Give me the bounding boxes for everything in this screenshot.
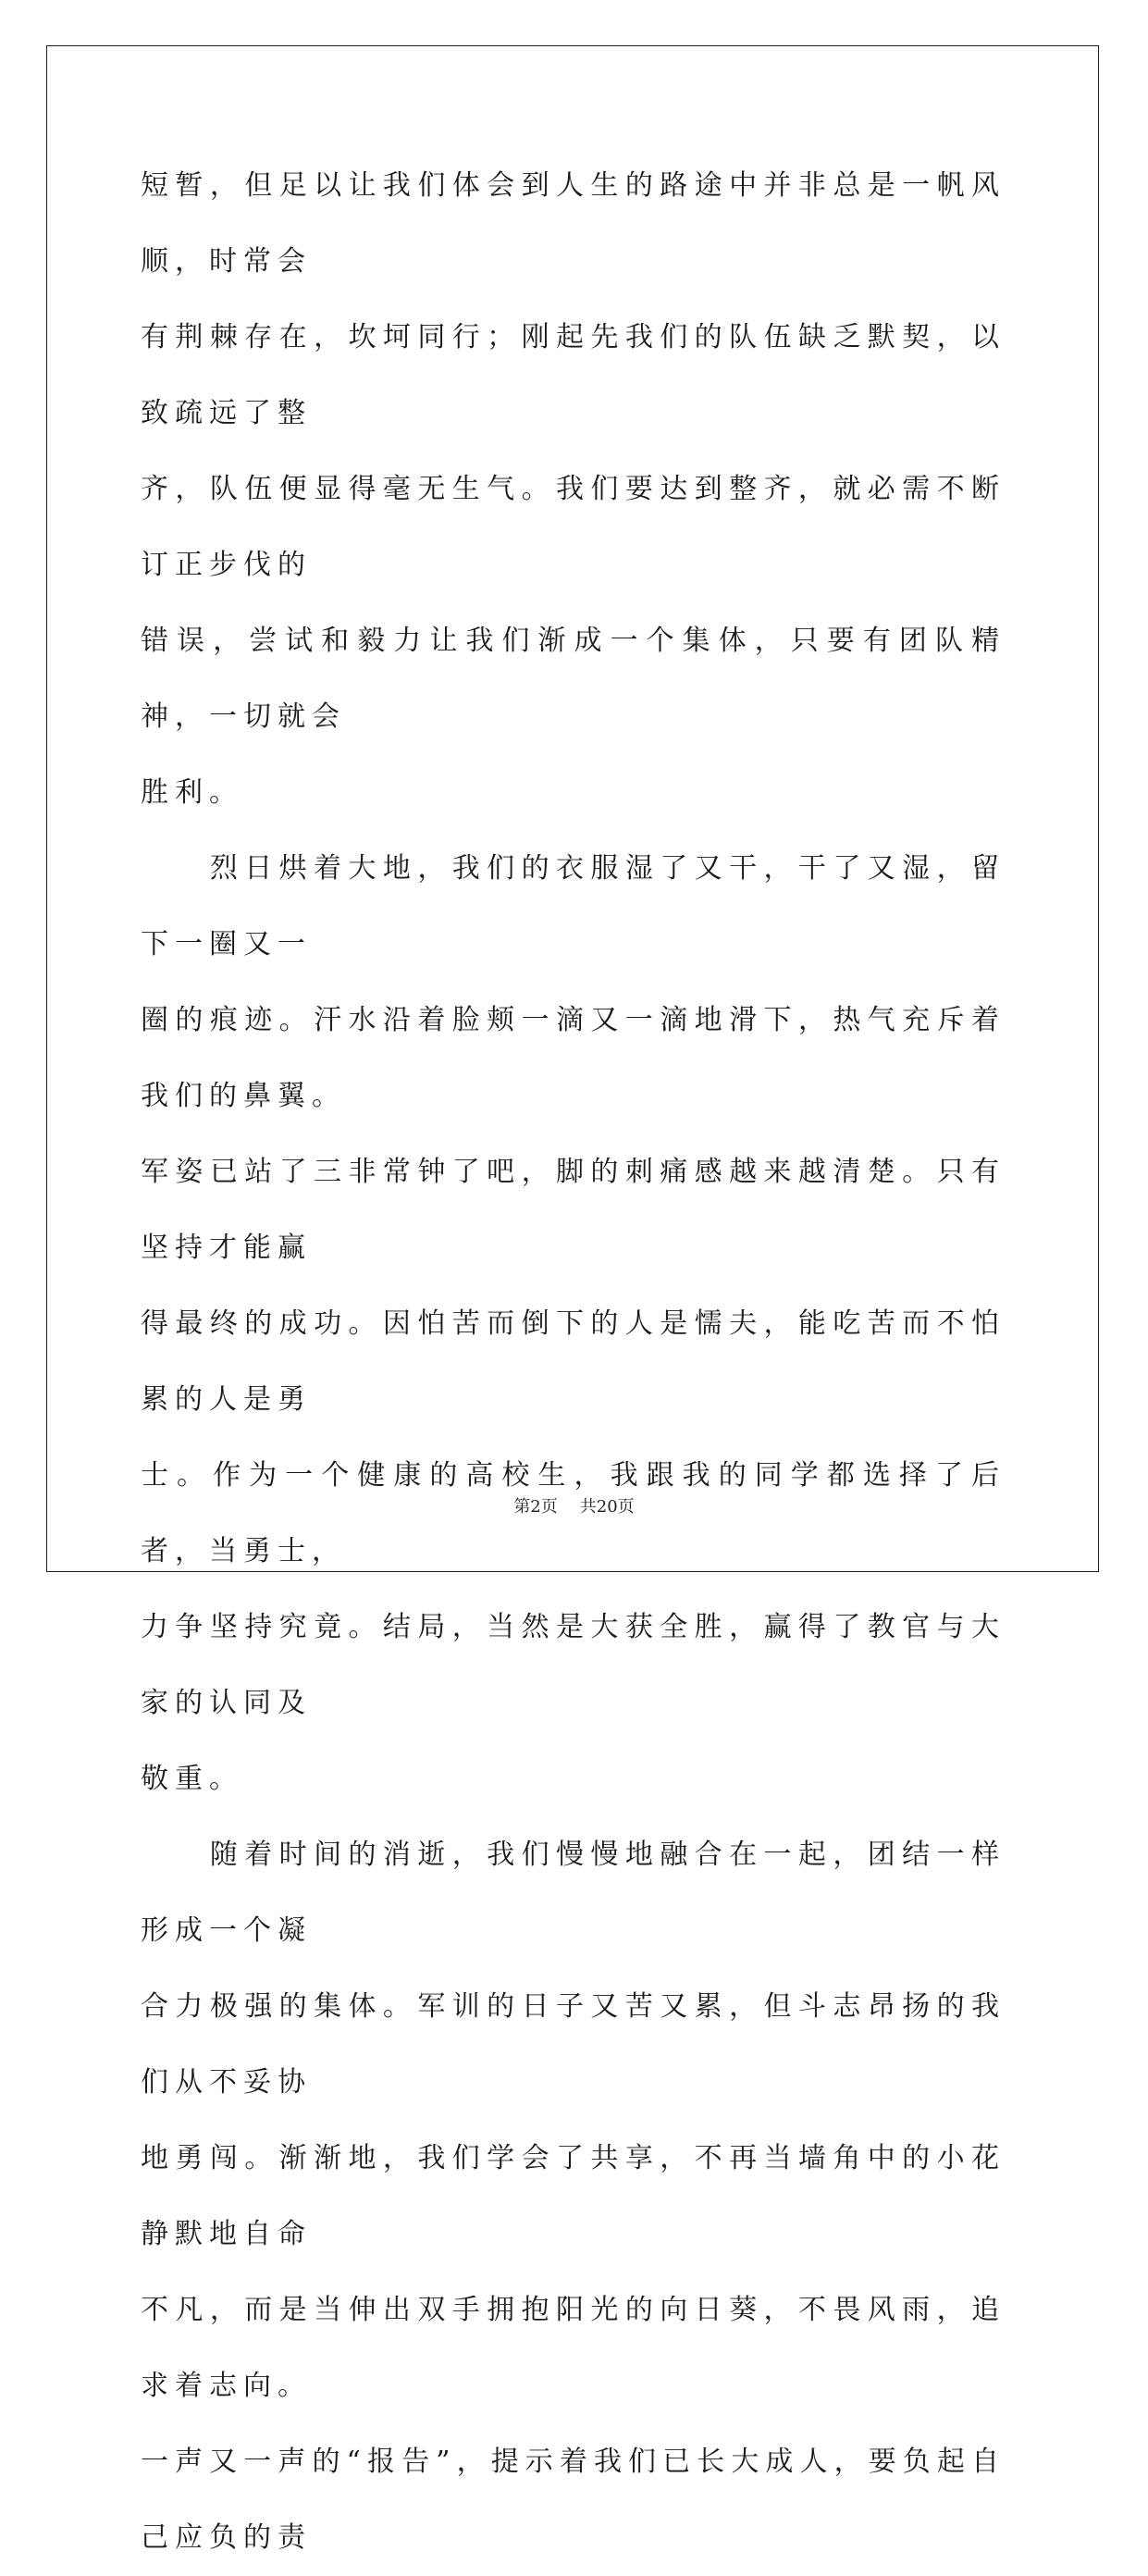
text-line: 地勇闯。渐渐地，我们学会了共享，不再当墙角中的小花静默地自命 (141, 2142, 1006, 2250)
text-line: 一声又一声的“报告”，提示着我们已长大成人，要负起自己应负的责 (141, 2446, 1006, 2554)
text-line: 齐，队伍便显得毫无生气。我们要达到整齐，就必需不断订正步伐的 (141, 473, 1006, 581)
text-line: 错误，尝试和毅力让我们渐成一个集体，只要有团队精神，一切就会 (141, 625, 1006, 733)
text-line: 烈日烘着大地，我们的衣服湿了又干，干了又湿，留下一圈又一 (141, 852, 1006, 960)
page-footer (0, 1493, 1148, 1517)
page-total: 共20页 (579, 1497, 635, 1517)
text-line: 圈的痕迹。汗水沿着脸颊一滴又一滴地滑下，热气充斥着我们的鼻翼。 (141, 1004, 1006, 1112)
page-number: 第2页 (513, 1497, 558, 1517)
text-line: 军姿已站了三非常钟了吧，脚的刺痛感越来越清楚。只有坚持才能赢 (141, 1156, 1006, 1264)
document-body (141, 148, 1006, 2576)
text-line: 胜利。 (141, 776, 243, 809)
text-line: 短暂，但足以让我们体会到人生的路途中并非总是一帆风顺，时常会 (141, 169, 1006, 278)
text-line: 合力极强的集体。军训的日子又苦又累，但斗志昂扬的我们从不妥协 (141, 1990, 1006, 2099)
text-line: 随着时间的消逝，我们慢慢地融合在一起，团结一样形成一个凝 (141, 1839, 1006, 1947)
text-line: 得最终的成功。因怕苦而倒下的人是懦夫，能吃苦而不怕累的人是勇 (141, 1307, 1006, 1416)
text-line: 不凡，而是当伸出双手拥抱阳光的向日葵，不畏风雨，追求着志向。 (141, 2294, 1006, 2402)
text-line: 士。作为一个健康的高校生，我跟我的同学都选择了后者，当勇士， (141, 1459, 1006, 1567)
text-line: 敬重。 (141, 1763, 243, 1795)
text-line: 力争坚持究竟。结局，当然是大获全胜，赢得了教官与大家的认同及 (141, 1611, 1006, 1719)
text-line: 有荆棘存在，坎坷同行；刚起先我们的队伍缺乏默契，以致疏远了整 (141, 321, 1006, 429)
